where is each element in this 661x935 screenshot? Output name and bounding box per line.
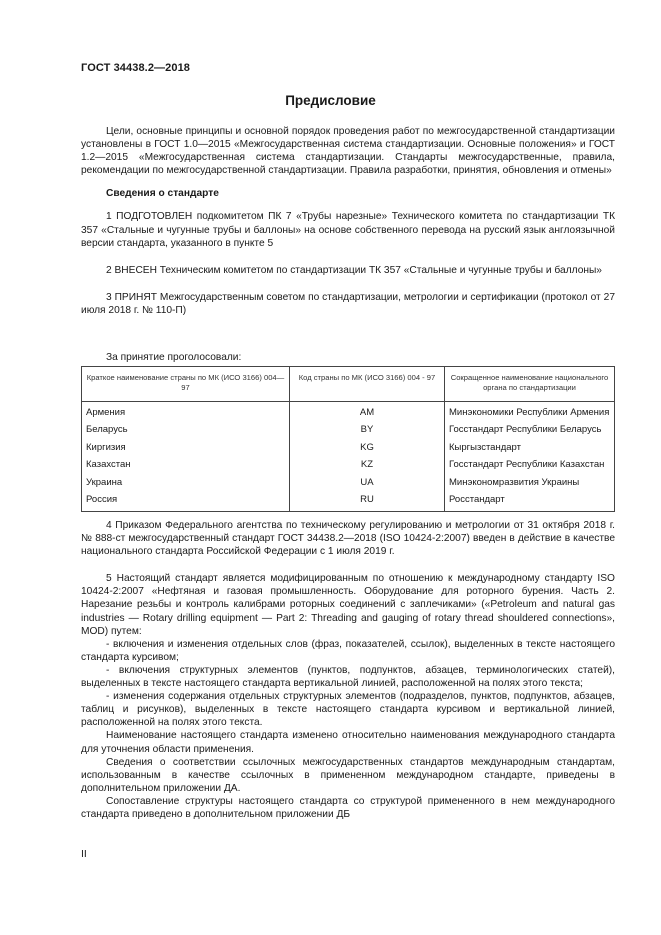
section-heading: Сведения о стандарте: [106, 188, 219, 200]
item-5-bullet-2: - включения структурных элементов (пунктов, подпунктов, абзацев, терминологических статей), выделенных в тексте настоящего стандарта вертикальной линией, расположенной на полях этого текста;: [81, 664, 615, 690]
table-cell-code: UA: [290, 474, 445, 492]
table-cell-country: Беларусь: [82, 422, 290, 440]
table-cell-body: Минэкономики Республики Армения: [445, 402, 615, 422]
table-cell-body: Минэкономразвития Украины: [445, 474, 615, 492]
table-row: [82, 492, 615, 512]
page-number: II: [81, 848, 87, 860]
table-cell-country: Казахстан: [82, 457, 290, 475]
table-cell-body: Госстандарт Республики Беларусь: [445, 422, 615, 440]
table-cell-country: Украина: [82, 474, 290, 492]
item-4-paragraph: 4 Приказом Федерального агентства по техническому регулированию и метрологии от 31 октября 2018 г. № 888-ст межгосударственный стандарт ГОСТ 34438.2—2018 (ISO 10424-2:2007) введен в действие в качестве национального стандарта Российской Федерации с 1 июля 2019 г.: [81, 520, 615, 558]
table-row: [82, 402, 615, 422]
table-cell-country: Киргизия: [82, 439, 290, 457]
references-paragraph: Сведения о соответствии ссылочных межгосударственных стандартов международным стандартам, использованным в качестве ссылочных в примененном международном стандарте, приведены в дополнительном приложении ДА.: [81, 756, 615, 794]
foreword-text-top: [81, 125, 615, 317]
table-cell-code: KZ: [290, 457, 445, 475]
item-5-bullet-3: - изменения содержания отдельных структурных элементов (подразделов, пунктов, подпунктов, абзацев, таблиц и рисунков), выделенных в тексте настоящего стандарта курсивом и вертикальной линией, расположенной на полях этого текста.: [81, 691, 615, 729]
table-cell-body: Госстандарт Республики Казахстан: [445, 457, 615, 475]
item-2-paragraph: 2 ВНЕСЕН Техническим комитетом по стандартизации ТК 357 «Стальные и чугунные трубы и баллоны»: [106, 264, 602, 276]
votes-label: За принятие проголосовали:: [106, 352, 242, 363]
page-title: Предисловие: [285, 93, 376, 108]
item-5-bullet-1: - включения и изменения отдельных слов (фраз, показателей, ссылок), выделенных в тексте настоящего стандарта курсивом;: [81, 638, 615, 663]
document-code: ГОСТ 34438.2—2018: [81, 62, 191, 74]
table-row: [82, 474, 615, 492]
table-header-body: Сокращенное наименование национального органа по стандартизации: [445, 367, 615, 402]
item-5-paragraph: 5 Настоящий стандарт является модифицированным по отношению к международному стандарту ISO 10424-2:2007 «Нефтяная и газовая промышленность. Оборудование для роторного бурения. Часть 2. Нарезание резьбы и контроль калибрами роторных соединений с заплечиками» («Petroleum and natural gas industries — Rotary drilling equipment — Part 2: Threading and gauging of rotary thread shouldered connections», MOD) путем:: [81, 573, 615, 637]
table-cell-body: Кыргызстандарт: [445, 439, 615, 457]
table-header-code: Код страны по МК (ИСО 3166) 004 - 97: [290, 367, 445, 402]
table-row: [82, 439, 615, 457]
table-cell-code: KG: [290, 439, 445, 457]
member-states-table: [81, 366, 615, 512]
table-cell-country: Армения: [82, 402, 290, 422]
table-cell-code: BY: [290, 422, 445, 440]
table-cell-code: RU: [290, 492, 445, 512]
structure-paragraph: Сопоставление структуры настоящего стандарта со структурой примененного в нем международного стандарта приведено в дополнительном приложении ДБ: [81, 795, 615, 820]
name-change-paragraph: Наименование настоящего стандарта изменено относительно наименования международного стандарта для уточнения области применения.: [81, 730, 615, 755]
table-header-country: Краткое наименование страны по МК (ИСО 3166) 004—97: [82, 367, 290, 402]
item-3-paragraph: 3 ПРИНЯТ Межгосударственным советом по стандартизации, метрологии и сертификации (протокол от 27 июля 2018 г. № 110-П): [81, 291, 615, 316]
table-cell-body: Росстандарт: [445, 492, 615, 512]
foreword-text-bottom: [81, 519, 615, 821]
item-1-paragraph: 1 ПОДГОТОВЛЕН подкомитетом ПК 7 «Трубы нарезные» Технического комитета по стандартизации ТК 357 «Стальные и чугунные трубы и баллоны» на основе собственного перевода на русский язык англоязычной версии стандарта, указанного в пункте 5: [81, 211, 615, 249]
table-cell-country: Россия: [82, 492, 290, 512]
intro-paragraph: Цели, основные принципы и основной порядок проведения работ по межгосударственной стандартизации установлены в ГОСТ 1.0—2015 «Межгосударственная система стандартизации. Основные положения» и ГОСТ 1.2—2015 «Межгосударственная система стандартизации. Стандарты межгосударственные, правила, рекомендации по межгосударственной стандартизации. Правила разработки, принятия, обновления и отмены»: [81, 126, 615, 177]
table-row: [82, 457, 615, 475]
table-header-row: [82, 367, 615, 402]
table-cell-code: AM: [290, 402, 445, 422]
table-row: [82, 422, 615, 440]
